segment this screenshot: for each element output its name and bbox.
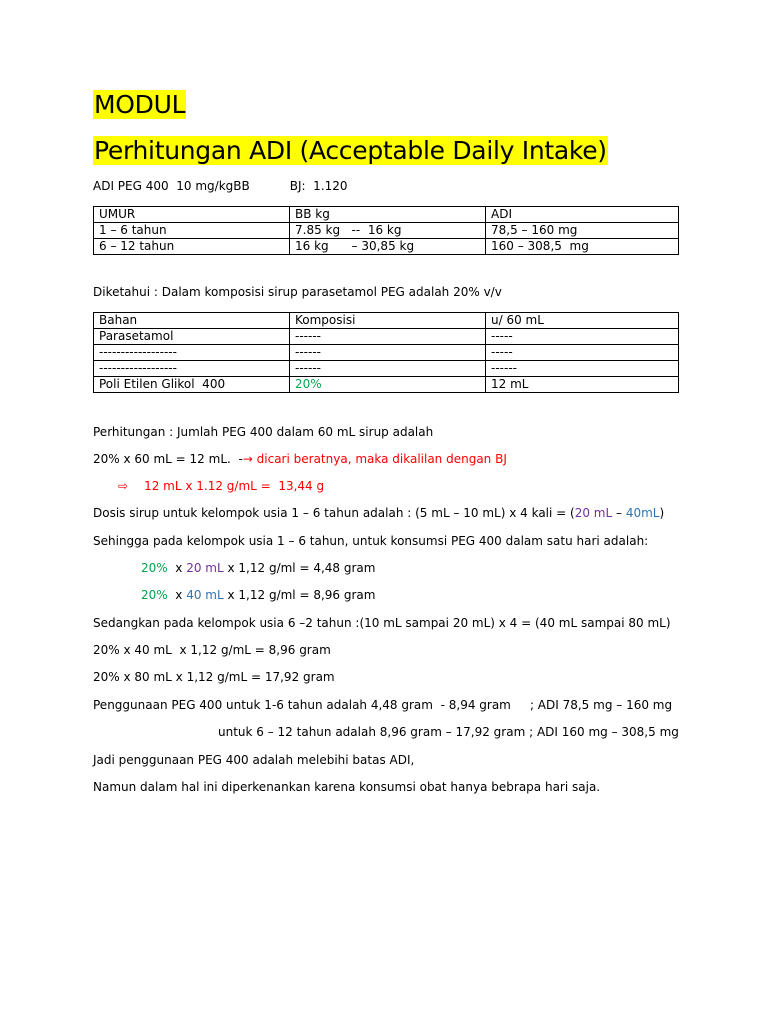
table-cell: 7.85 kg -- 16 kg [290, 223, 486, 239]
table-cell: ------ [486, 361, 679, 377]
table-row [94, 377, 679, 393]
calc-main: 20% x 60 mL = 12 mL. - [93, 452, 243, 466]
table-cell: Poli Etilen Glikol 400 [94, 377, 290, 393]
table-header-cell: ADI [486, 207, 679, 223]
hollow-arrow-icon: ⇨ [118, 479, 129, 493]
table-cell: ----- [486, 329, 679, 345]
calc2-text: 12 mL x 1.12 g/mL = 13,44 g [144, 479, 325, 493]
table-cell: 20% [290, 377, 486, 393]
table-cell: 160 – 308,5 mg [486, 239, 679, 255]
table-row [94, 361, 679, 377]
adi-line [93, 178, 348, 194]
calc-line-3: 20% x 20 mL x 1,12 g/ml = 4,48 gram [141, 561, 376, 575]
diketahui-text: Diketahui : Dalam komposisi sirup parasetamol PEG adalah 20% v/v [93, 285, 502, 299]
adi-value: ADI PEG 400 10 mg/kgBB [93, 179, 250, 193]
penggunaan-line-1: Penggunaan PEG 400 untuk 1-6 tahun adalah 4,48 gram - 8,94 gram ; ADI 78,5 mg – 160 mg [93, 698, 673, 712]
table-header-row [94, 207, 679, 223]
table-header-cell: u/ 60 mL [486, 313, 679, 329]
table-cell: ------ [290, 361, 486, 377]
table-cell: 6 – 12 tahun [94, 239, 290, 255]
namun-text: Namun dalam hal ini diperkenankan karena konsumsi obat hanya bebrapa hari saja. [93, 780, 601, 794]
table-header-row [94, 313, 679, 329]
perhitungan-text: Perhitungan : Jumlah PEG 400 dalam 60 mL sirup adalah [93, 425, 434, 439]
table-row [94, 345, 679, 361]
adi-table [93, 206, 679, 255]
dose-min: 20 mL [574, 506, 613, 520]
table-row [94, 329, 679, 345]
jadi-text: Jadi penggunaan PEG 400 adalah melebihi batas ADI, [93, 753, 415, 767]
calc-line-6: 20% x 80 mL x 1,12 g/mL = 17,92 gram [93, 670, 335, 684]
table-cell: ------ [290, 345, 486, 361]
dose-max: 40mL [625, 506, 660, 520]
table-header-cell: BB kg [290, 207, 486, 223]
table-cell: 78,5 – 160 mg [486, 223, 679, 239]
arrow-right-icon: → [242, 452, 253, 466]
table-cell: 16 kg – 30,85 kg [290, 239, 486, 255]
calc-note: dicari beratnya, maka dikalilan dengan BJ [252, 452, 507, 466]
doc-title: MODUL [94, 90, 186, 119]
penggunaan-line-2: untuk 6 – 12 tahun adalah 8,96 gram – 17,92 gram ; ADI 160 mg – 308,5 mg [218, 725, 679, 739]
table-row [94, 239, 679, 255]
calc-line-2 [118, 478, 324, 494]
table-cell: ----- [486, 345, 679, 361]
table-cell: Parasetamol [94, 329, 290, 345]
sehingga-text: Sehingga pada kelompok usia 1 – 6 tahun, untuk konsumsi PEG 400 dalam satu hari adalah: [93, 534, 649, 548]
composition-table [93, 312, 679, 393]
table-header-cell: Bahan [94, 313, 290, 329]
table-header-cell: Komposisi [290, 313, 486, 329]
table-cell: 1 – 6 tahun [94, 223, 290, 239]
calc-line-5: 20% x 40 mL x 1,12 g/mL = 8,96 gram [93, 643, 331, 657]
table-row [94, 223, 679, 239]
sedangkan-text: Sedangkan pada kelompok usia 6 –2 tahun :(10 mL sampai 20 mL) x 4 = (40 mL sampai 80 mL) [93, 616, 671, 630]
calc-line-1 [93, 451, 507, 467]
table-cell: ------------------ [94, 345, 290, 361]
calc-line-4: 20% x 40 mL x 1,12 g/ml = 8,96 gram [141, 588, 376, 602]
table-cell: ------------------ [94, 361, 290, 377]
table-cell: ------ [290, 329, 486, 345]
table-header-cell: UMUR [94, 207, 290, 223]
dosis-line: Dosis sirup untuk kelompok usia 1 – 6 tahun adalah : (5 mL – 10 mL) x 4 kali = (20 mL – 40mL) [93, 506, 665, 520]
table-cell: 12 mL [486, 377, 679, 393]
doc-subtitle: Perhitungan ADI (Acceptable Daily Intake) [94, 136, 607, 165]
bj-value: BJ: 1.120 [289, 179, 348, 193]
